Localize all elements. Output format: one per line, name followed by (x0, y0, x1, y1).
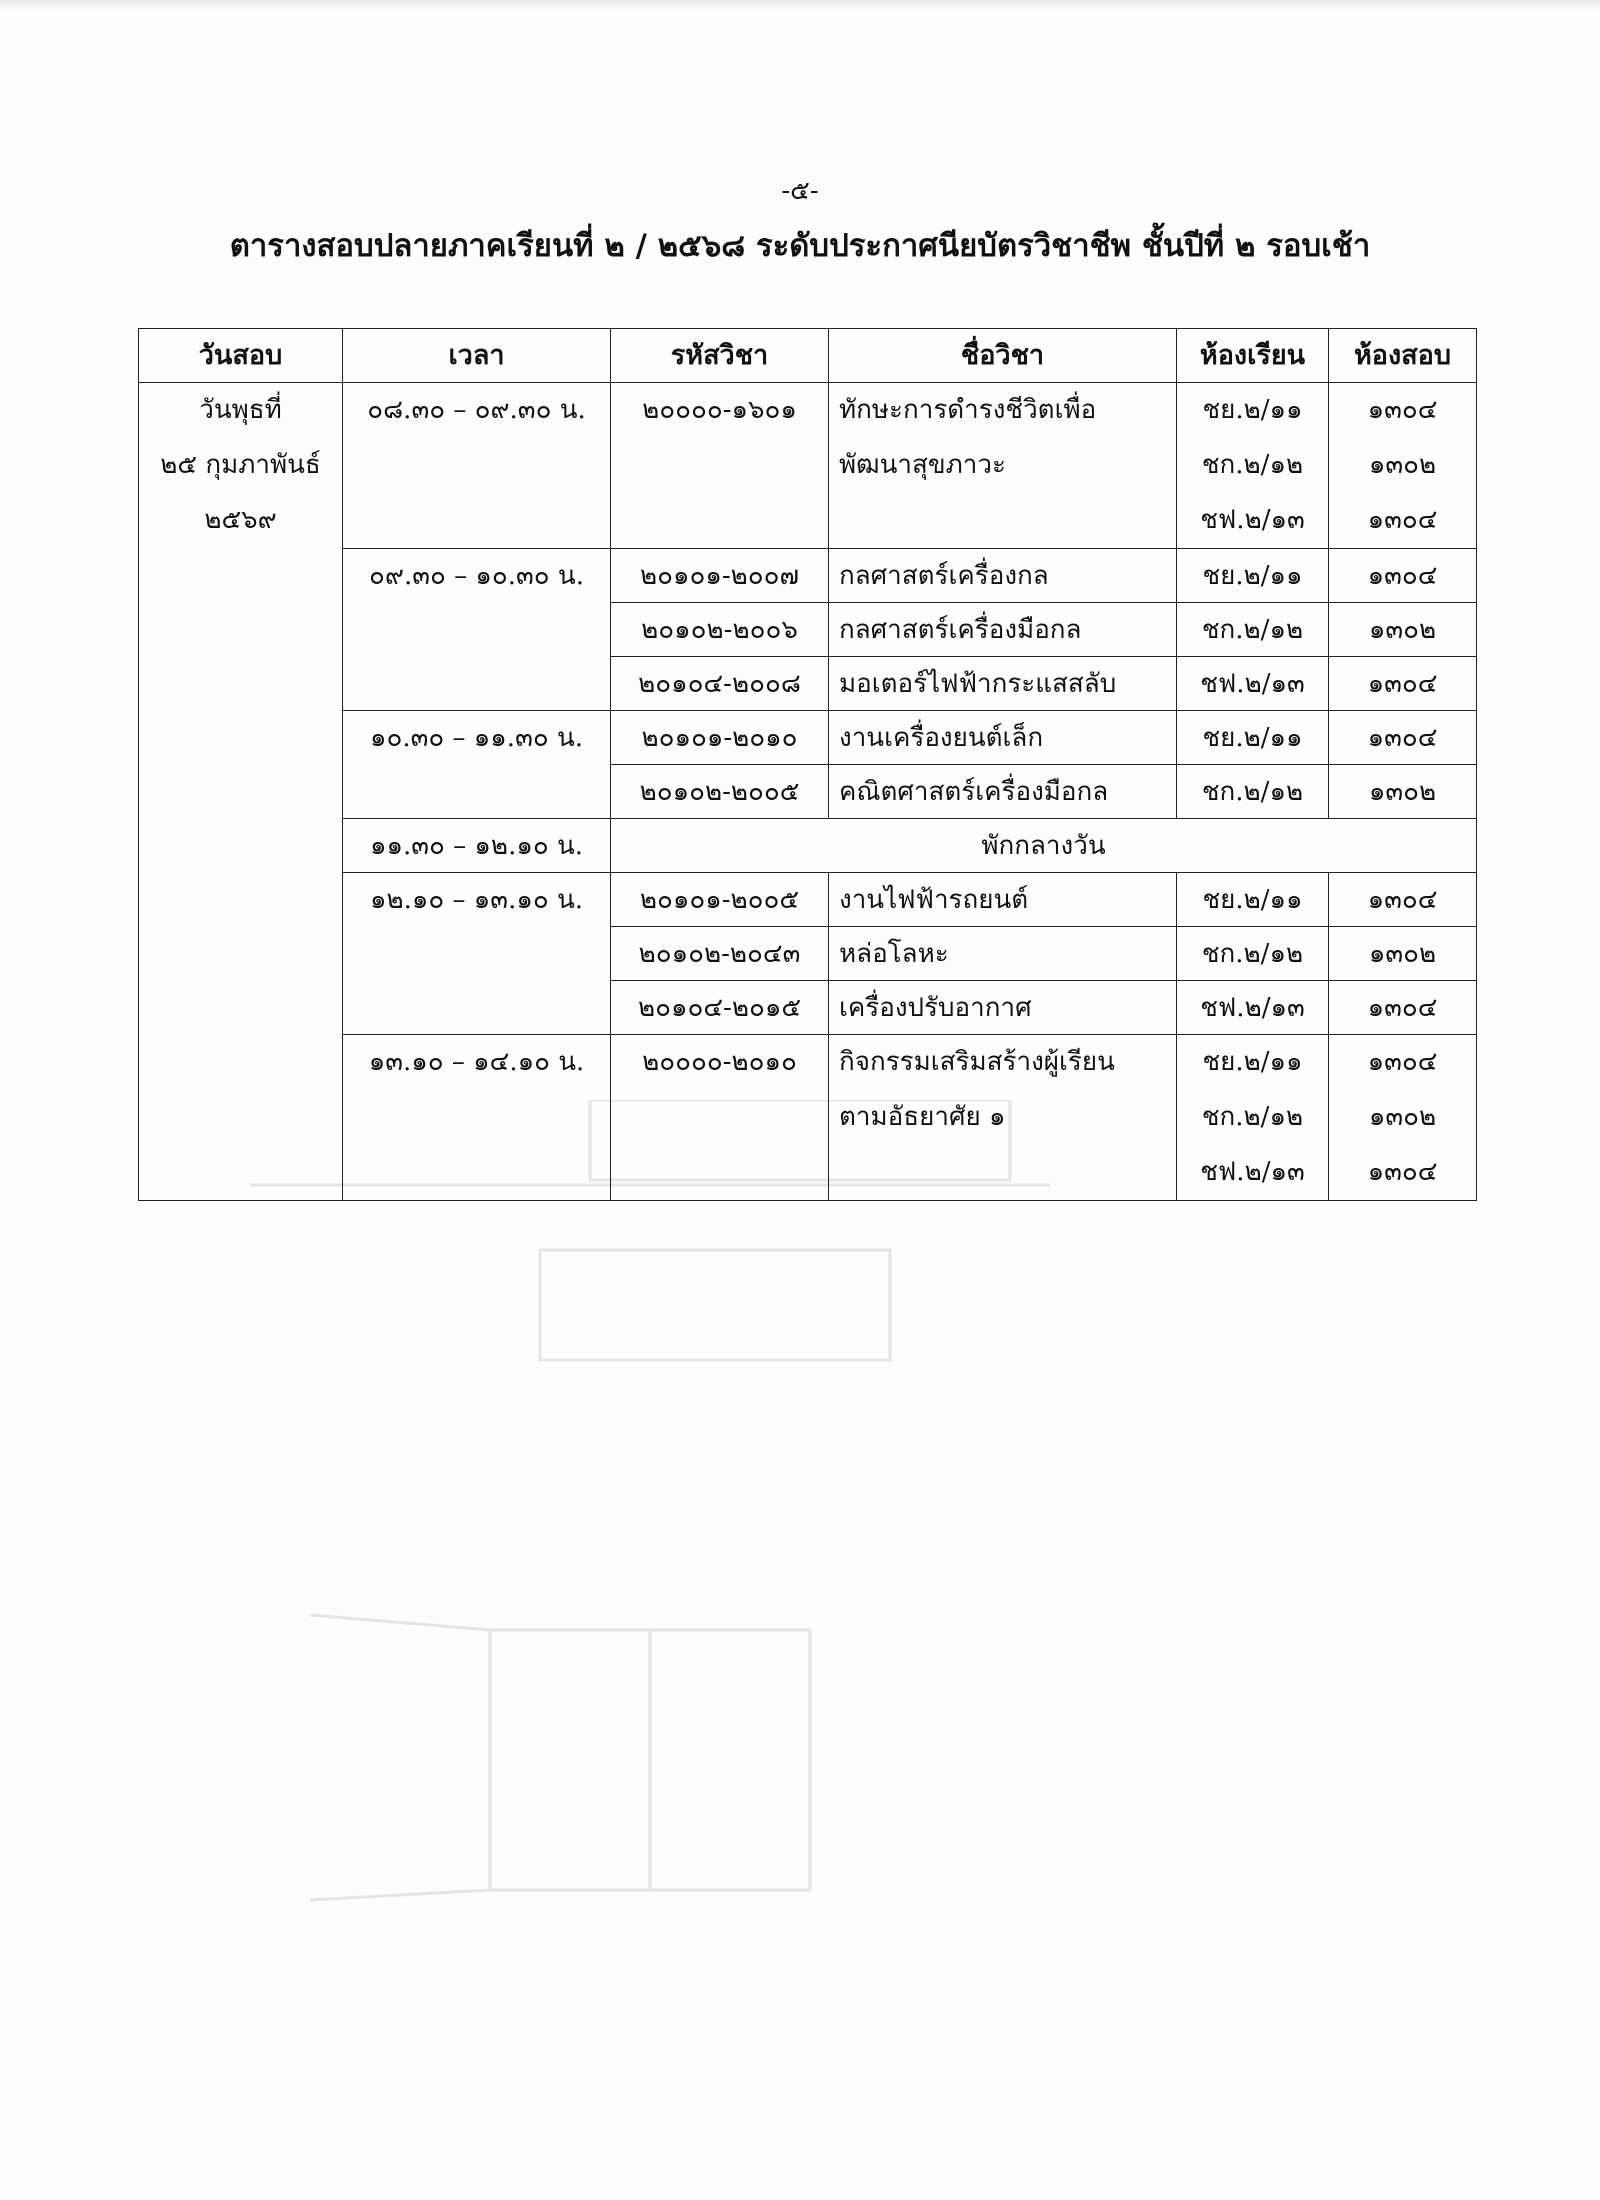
classroom-text: ชฟ.๒/๑๓ (1200, 1157, 1305, 1187)
code-cell: ๒๐๑๐๒-๒๐๔๓ (611, 927, 829, 981)
classroom-cell: ชย.๒/๑๑ (1177, 711, 1329, 765)
exam-room-text: ๑๓๐๔ (1367, 395, 1438, 425)
subject-cell: มอเตอร์ไฟฟ้ากระแสสลับ (829, 657, 1177, 711)
exam-room-text: ๑๓๐๔ (1367, 1047, 1438, 1077)
classroom-text: ชย.๒/๑๑ (1202, 1047, 1303, 1077)
classroom-cell (1177, 1035, 1329, 1201)
time-cell (343, 383, 611, 549)
exam-room-cell (1329, 1035, 1477, 1201)
classroom-text: ชฟ.๒/๑๓ (1200, 505, 1305, 535)
code-cell (611, 383, 829, 549)
header-exam-room: ห้องสอบ (1329, 329, 1477, 383)
table-row (139, 383, 1477, 549)
subject-text: ทักษะการดำรงชีวิตเพื่อ (839, 395, 1097, 425)
subject-cell: คณิตศาสตร์เครื่องมือกล (829, 765, 1177, 819)
subject-text: กิจกรรมเสริมสร้างผู้เรียน (839, 1047, 1115, 1077)
classroom-cell: ชย.๒/๑๑ (1177, 873, 1329, 927)
time-cell (343, 549, 611, 711)
subject-text: ตามอัธยาศัย ๑ (839, 1102, 1006, 1132)
exam-room-cell: ๑๓๐๔ (1329, 549, 1477, 603)
header-code: รหัสวิชา (611, 329, 829, 383)
exam-room-cell: ๑๓๐๔ (1329, 981, 1477, 1035)
code-text: ๒๐๐๐๐-๒๐๑๐ (642, 1047, 797, 1077)
exam-room-text: ๑๓๐๒ (1368, 1102, 1437, 1132)
subject-cell: กลศาสตร์เครื่องกล (829, 549, 1177, 603)
classroom-cell (1177, 383, 1329, 549)
classroom-text: ชก.๒/๑๒ (1201, 450, 1304, 480)
time-cell (343, 711, 611, 819)
exam-room-cell (1329, 383, 1477, 549)
code-cell: ๒๐๑๐๒-๒๐๐๕ (611, 765, 829, 819)
exam-room-cell: ๑๓๐๔ (1329, 657, 1477, 711)
subject-cell (829, 383, 1177, 549)
code-cell: ๒๐๑๐๑-๒๐๑๐ (611, 711, 829, 765)
time-text: ๐๘.๓๐ – ๐๙.๓๐ น. (367, 395, 586, 425)
time-cell: ๑๑.๓๐ – ๑๒.๑๐ น. (343, 819, 611, 873)
exam-room-cell: ๑๓๐๔ (1329, 711, 1477, 765)
subject-text: พัฒนาสุขภาวะ (839, 450, 1006, 480)
classroom-text: ชก.๒/๑๒ (1201, 1102, 1304, 1132)
code-cell: ๒๐๑๐๔-๒๐๑๕ (611, 981, 829, 1035)
time-text: ๑๒.๑๐ – ๑๓.๑๐ น. (369, 885, 584, 915)
time-cell (343, 1035, 611, 1201)
classroom-text: ชย.๒/๑๑ (1202, 395, 1303, 425)
table-header-row (139, 329, 1477, 383)
classroom-cell: ชก.๒/๑๒ (1177, 765, 1329, 819)
exam-day-line: ๒๕๖๙ (204, 505, 277, 535)
code-cell: ๒๐๑๐๔-๒๐๐๘ (611, 657, 829, 711)
page-number: -๕- (781, 176, 819, 206)
document-title: ตารางสอบปลายภาคเรียนที่ ๒ / ๒๕๖๘ ระดับประกาศนียบัตรวิชาชีพ ชั้นปีที่ ๒ รอบเช้า (229, 228, 1371, 264)
exam-room-text: ๑๓๐๔ (1367, 505, 1438, 535)
bleed-through-artifact (250, 1100, 1450, 2000)
exam-room-cell: ๑๓๐๒ (1329, 927, 1477, 981)
exam-day-line: ๒๕ กุมภาพันธ์ (160, 450, 321, 480)
subject-cell: งานเครื่องยนต์เล็ก (829, 711, 1177, 765)
exam-room-text: ๑๓๐๒ (1368, 450, 1437, 480)
subject-cell (829, 1035, 1177, 1201)
classroom-cell: ชย.๒/๑๑ (1177, 549, 1329, 603)
classroom-cell: ชฟ.๒/๑๓ (1177, 981, 1329, 1035)
header-subject: ชื่อวิชา (829, 329, 1177, 383)
classroom-cell: ชก.๒/๑๒ (1177, 927, 1329, 981)
lunch-break-cell: พักกลางวัน (611, 819, 1477, 873)
exam-room-cell: ๑๓๐๒ (1329, 765, 1477, 819)
code-cell (611, 1035, 829, 1201)
subject-cell: เครื่องปรับอากาศ (829, 981, 1177, 1035)
header-time: เวลา (343, 329, 611, 383)
time-cell (343, 873, 611, 1035)
header-classroom: ห้องเรียน (1177, 329, 1329, 383)
time-text: ๑๓.๑๐ – ๑๔.๑๐ น. (368, 1047, 585, 1077)
exam-schedule-table (138, 328, 1477, 1201)
time-text: ๐๙.๓๐ – ๑๐.๓๐ น. (369, 561, 584, 591)
code-cell: ๒๐๑๐๑-๒๐๐๗ (611, 549, 829, 603)
subject-cell: กลศาสตร์เครื่องมือกล (829, 603, 1177, 657)
exam-room-cell: ๑๓๐๒ (1329, 603, 1477, 657)
code-cell: ๒๐๑๐๒-๒๐๐๖ (611, 603, 829, 657)
exam-room-cell: ๑๓๐๔ (1329, 873, 1477, 927)
scan-edge (0, 0, 1600, 10)
code-cell: ๒๐๑๐๑-๒๐๐๕ (611, 873, 829, 927)
subject-cell: หล่อโลหะ (829, 927, 1177, 981)
classroom-cell: ชฟ.๒/๑๓ (1177, 657, 1329, 711)
header-day: วันสอบ (139, 329, 343, 383)
subject-cell: งานไฟฟ้ารถยนต์ (829, 873, 1177, 927)
code-text: ๒๐๐๐๐-๑๖๐๑ (642, 395, 797, 425)
classroom-cell: ชก.๒/๑๒ (1177, 603, 1329, 657)
exam-day-line: วันพุธที่ (199, 395, 282, 425)
exam-room-text: ๑๓๐๔ (1367, 1157, 1438, 1187)
time-text: ๑๐.๓๐ – ๑๑.๓๐ น. (369, 723, 584, 753)
exam-day-cell (139, 383, 343, 1201)
